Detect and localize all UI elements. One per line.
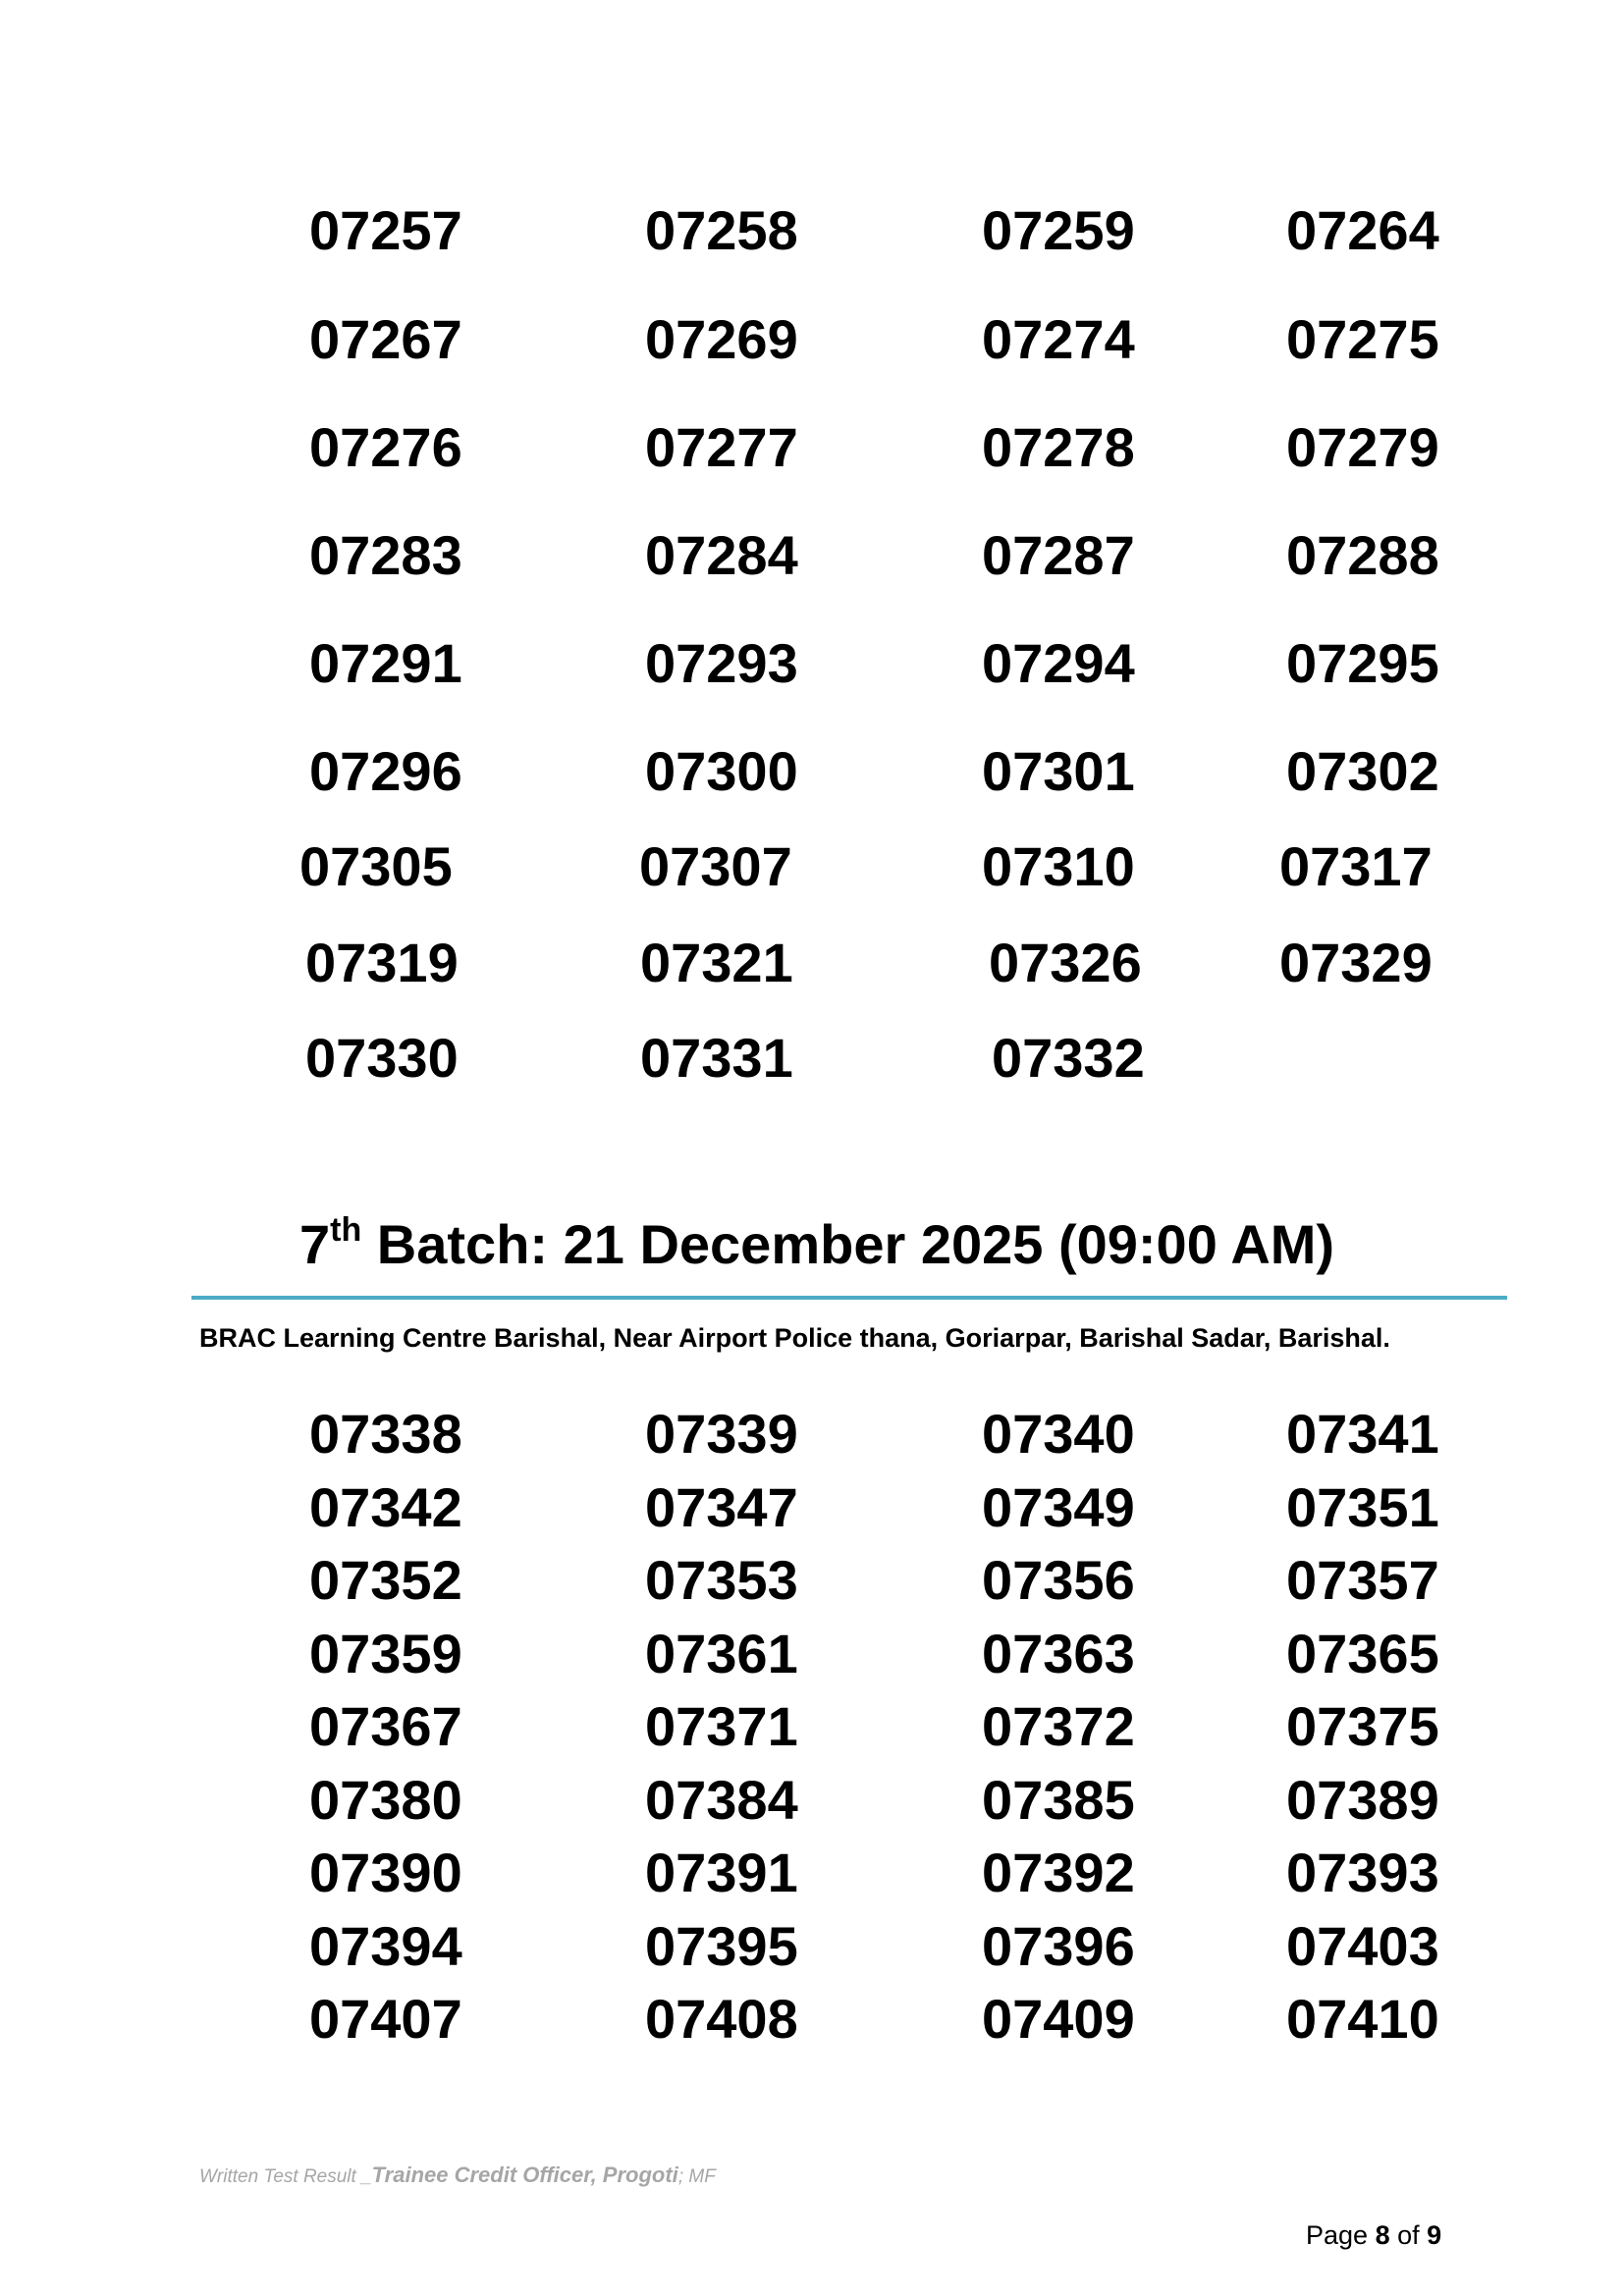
batch-7-title-suffix: th xyxy=(330,1211,362,1249)
batch-7-roll-number: 07352 xyxy=(309,1549,462,1611)
batch-6-roll-number: 07275 xyxy=(1286,308,1439,370)
page-label: Page xyxy=(1306,2220,1376,2250)
batch-6-roll-number: 07277 xyxy=(645,416,798,478)
batch-7-roll-number: 07361 xyxy=(645,1623,798,1684)
batch-7-title-number: 7 xyxy=(299,1213,331,1275)
batch-6-roll-number: 07300 xyxy=(645,740,798,802)
batch-6-roll-number: 07305 xyxy=(299,835,453,897)
batch-6-roll-number: 07274 xyxy=(982,308,1135,370)
page-current: 8 xyxy=(1375,2220,1390,2250)
batch-7-roll-number: 07391 xyxy=(645,1842,798,1903)
batch-7-roll-number: 07392 xyxy=(982,1842,1135,1903)
section-divider xyxy=(191,1296,1507,1300)
batch-7-roll-number: 07349 xyxy=(982,1476,1135,1538)
batch-6-roll-number: 07293 xyxy=(645,632,798,694)
batch-6-roll-number: 07291 xyxy=(309,632,462,694)
batch-7-roll-number: 07356 xyxy=(982,1549,1135,1611)
batch-6-roll-number: 07283 xyxy=(309,524,462,586)
batch-6-roll-number: 07257 xyxy=(309,199,462,261)
batch-6-roll-number: 07332 xyxy=(992,1027,1145,1089)
footer-emphasis: Trainee Credit Officer, Progoti xyxy=(371,2163,678,2187)
batch-7-roll-number: 07409 xyxy=(982,1988,1135,2050)
batch-7-roll-number: 07339 xyxy=(645,1403,798,1465)
footer-suffix: ; MF xyxy=(677,2166,716,2187)
batch-7-roll-number: 07385 xyxy=(982,1769,1135,1831)
batch-6-roll-number: 07296 xyxy=(309,740,462,802)
batch-6-roll-number: 07319 xyxy=(305,932,459,993)
batch-7-roll-number: 07407 xyxy=(309,1988,462,2050)
batch-7-roll-number: 07395 xyxy=(645,1915,798,1977)
page-total: 9 xyxy=(1427,2220,1442,2250)
batch-6-roll-number: 07302 xyxy=(1286,740,1439,802)
batch-7-roll-number: 07410 xyxy=(1286,1988,1439,2050)
batch-7-roll-number: 07396 xyxy=(982,1915,1135,1977)
batch-6-roll-number: 07278 xyxy=(982,416,1135,478)
batch-6-roll-number: 07267 xyxy=(309,308,462,370)
batch-6-roll-number: 07258 xyxy=(645,199,798,261)
batch-6-roll-number: 07326 xyxy=(989,932,1142,993)
batch-6-roll-number: 07287 xyxy=(982,524,1135,586)
footer-prefix: Written Test Result _ xyxy=(199,2166,372,2187)
batch-7-venue: BRAC Learning Centre Barishal, Near Airport Police thana, Goriarpar, Barishal Sadar, Barishal. xyxy=(199,1323,1390,1353)
batch-6-roll-number: 07310 xyxy=(982,835,1135,897)
batch-6-roll-number: 07294 xyxy=(982,632,1135,694)
batch-7-roll-number: 07359 xyxy=(309,1623,462,1684)
batch-6-roll-number: 07269 xyxy=(645,308,798,370)
batch-7-roll-number: 07351 xyxy=(1286,1476,1439,1538)
batch-6-roll-number: 07288 xyxy=(1286,524,1439,586)
batch-6-roll-number: 07307 xyxy=(639,835,792,897)
batch-7-title-text: Batch: 21 December 2025 (09:00 AM) xyxy=(361,1213,1335,1275)
batch-7-roll-number: 07363 xyxy=(982,1623,1135,1684)
batch-6-roll-number: 07276 xyxy=(309,416,462,478)
batch-7-roll-number: 07403 xyxy=(1286,1915,1439,1977)
batch-6-roll-number: 07317 xyxy=(1279,835,1433,897)
batch-7-roll-number: 07408 xyxy=(645,1988,798,2050)
batch-7-title xyxy=(299,1211,1335,1275)
page-number xyxy=(1306,2220,1441,2251)
batch-6-roll-number: 07295 xyxy=(1286,632,1439,694)
batch-7-roll-number: 07393 xyxy=(1286,1842,1439,1903)
batch-6-roll-number: 07284 xyxy=(645,524,798,586)
footer-document-title xyxy=(199,2163,716,2188)
page-of: of xyxy=(1389,2220,1428,2250)
batch-6-roll-number: 07301 xyxy=(982,740,1135,802)
batch-7-roll-number: 07380 xyxy=(309,1769,462,1831)
batch-6-roll-number: 07330 xyxy=(305,1027,459,1089)
batch-7-roll-number: 07375 xyxy=(1286,1695,1439,1757)
batch-6-roll-number: 07329 xyxy=(1279,932,1433,993)
batch-7-roll-number: 07342 xyxy=(309,1476,462,1538)
batch-7-roll-number: 07365 xyxy=(1286,1623,1439,1684)
batch-6-roll-number: 07259 xyxy=(982,199,1135,261)
batch-6-roll-number: 07321 xyxy=(640,932,793,993)
batch-7-roll-number: 07394 xyxy=(309,1915,462,1977)
batch-7-roll-number: 07341 xyxy=(1286,1403,1439,1465)
batch-7-roll-number: 07353 xyxy=(645,1549,798,1611)
batch-7-roll-number: 07371 xyxy=(645,1695,798,1757)
batch-7-roll-number: 07347 xyxy=(645,1476,798,1538)
batch-7-roll-number: 07372 xyxy=(982,1695,1135,1757)
batch-7-roll-number: 07389 xyxy=(1286,1769,1439,1831)
batch-7-roll-number: 07340 xyxy=(982,1403,1135,1465)
batch-7-roll-number: 07367 xyxy=(309,1695,462,1757)
batch-7-roll-number: 07338 xyxy=(309,1403,462,1465)
batch-7-roll-number: 07357 xyxy=(1286,1549,1439,1611)
batch-6-roll-number: 07264 xyxy=(1286,199,1439,261)
batch-7-roll-number: 07384 xyxy=(645,1769,798,1831)
batch-7-roll-number: 07390 xyxy=(309,1842,462,1903)
batch-6-roll-number: 07279 xyxy=(1286,416,1439,478)
batch-6-roll-number: 07331 xyxy=(640,1027,793,1089)
